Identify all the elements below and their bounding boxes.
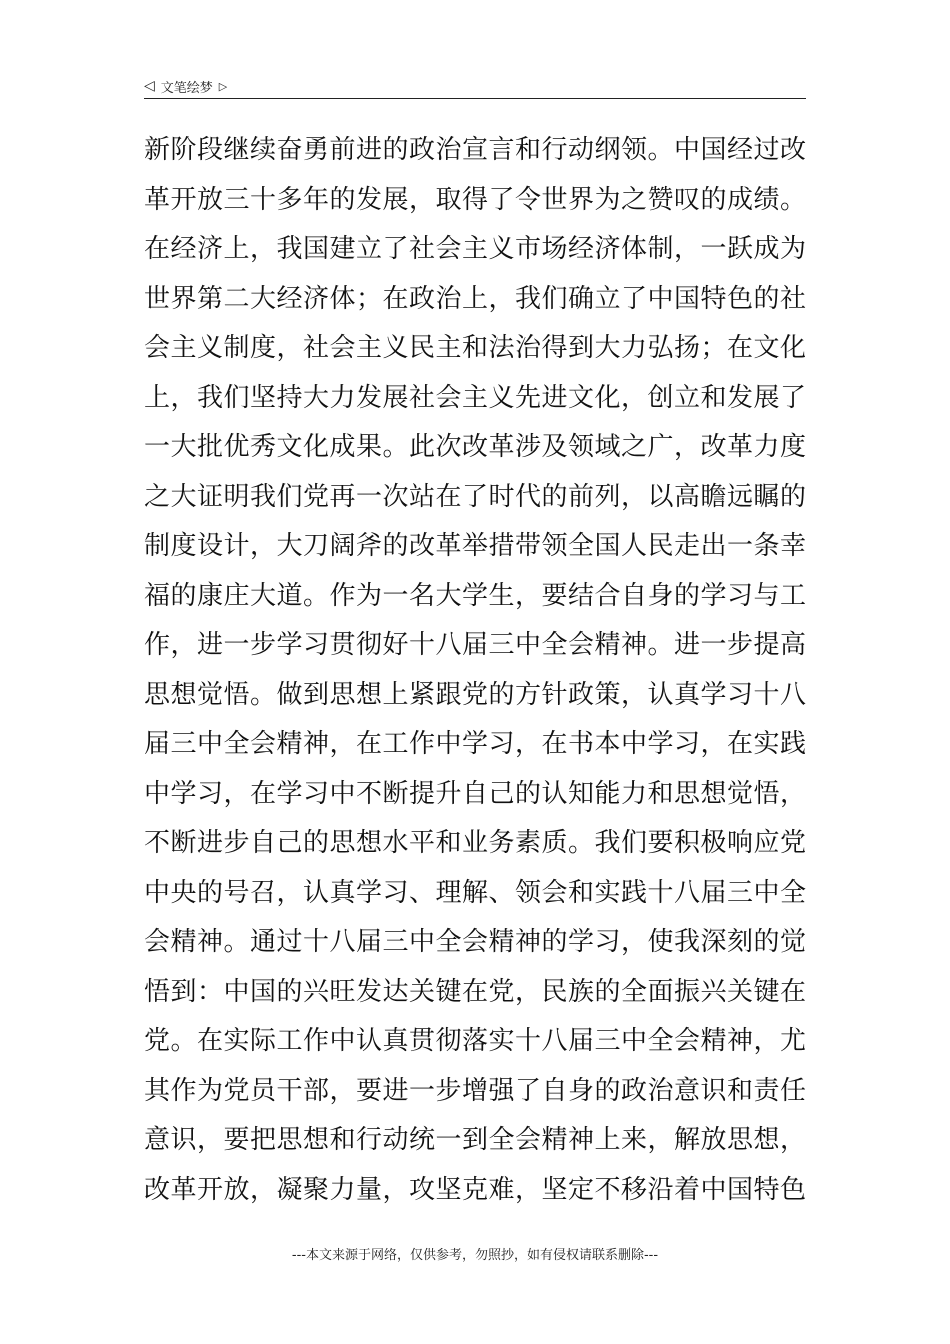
body-line: 意识，要把思想和行动统一到全会精神上来，解放思想，	[144, 1125, 807, 1155]
body-line: 新阶段继续奋勇前进的政治宣言和行动纲领。中国经过改	[144, 135, 807, 165]
body-line: 会精神。通过十八届三中全会精神的学习，使我深刻的觉	[144, 927, 807, 957]
body-line: 思想觉悟。做到思想上紧跟党的方针政策，认真学习十八	[144, 679, 807, 710]
header-divider	[144, 98, 806, 99]
body-line: 会主义制度，社会主义民主和法治得到大力弘扬；在文化	[144, 333, 807, 363]
body-line: 上，我们坚持大力发展社会主义先进文化，创立和发展了	[144, 382, 807, 413]
triangle-right-icon: ▷	[218, 79, 228, 93]
footer-notice: ---本文来源于网络，仅供参考，勿照抄，如有侵权请联系删除---	[291, 1248, 659, 1263]
header-title: 文笔绘梦	[160, 80, 213, 96]
body-line: 世界第二大经济体；在政治上，我们确立了中国特色的社	[144, 283, 807, 314]
document-body	[144, 126, 806, 1215]
body-line: 之大证明我们党再一次站在了时代的前列，以高瞻远瞩的	[144, 481, 807, 512]
body-line: 其作为党员干部，要进一步增强了自身的政治意识和责任	[144, 1075, 807, 1106]
body-line: 届三中全会精神，在工作中学习，在书本中学习，在实践	[144, 729, 807, 759]
body-line: 一大批优秀文化成果。此次改革涉及领域之广，改革力度	[144, 432, 807, 462]
triangle-left-icon: ◁	[144, 78, 155, 94]
body-line: 悟到：中国的兴旺发达关键在党，民族的全面振兴关键在	[144, 976, 807, 1007]
body-line: 福的康庄大道。作为一名大学生，要结合自身的学习与工	[144, 580, 807, 611]
body-line: 中央的号召，认真学习、理解、领会和实践十八届三中全	[144, 877, 807, 908]
body-line: 制度设计，大刀阔斧的改革举措带领全国人民走出一条幸	[144, 531, 807, 561]
body-line: 中学习，在学习中不断提升自己的认知能力和思想觉悟，	[144, 778, 807, 809]
body-line: 作，进一步学习贯彻好十八届三中全会精神。进一步提高	[144, 630, 807, 660]
body-line: 在经济上，我国建立了社会主义市场经济体制，一跃成为	[144, 234, 807, 264]
body-line: 革开放三十多年的发展，取得了令世界为之赞叹的成绩。	[144, 184, 807, 215]
body-line: 改革开放，凝聚力量，攻坚克难，坚定不移沿着中国特色	[144, 1174, 807, 1205]
body-line: 不断进步自己的思想水平和业务素质。我们要积极响应党	[144, 828, 807, 858]
page-header	[144, 74, 806, 98]
body-line: 党。在实际工作中认真贯彻落实十八届三中全会精神，尤	[144, 1026, 807, 1056]
